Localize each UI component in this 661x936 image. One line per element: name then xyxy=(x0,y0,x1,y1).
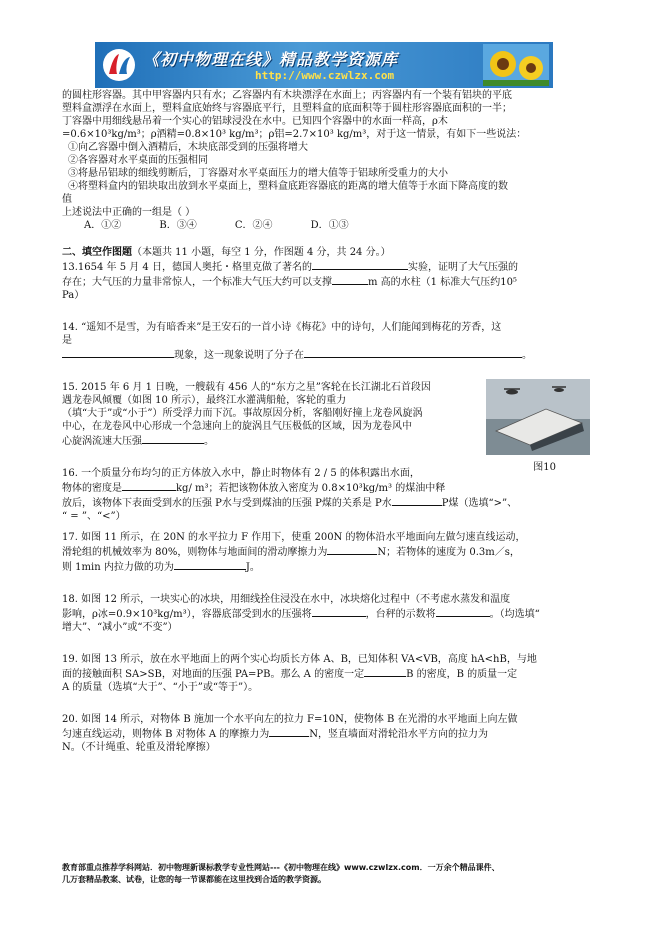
q20-text: N，竖直墙面对滑轮沿水平方向的拉力为 xyxy=(309,729,489,740)
q20-text: 匀速直线运动，则物体 B 对物体 A 的摩擦力为 xyxy=(62,729,270,740)
q13-text: 13.1654 年 5 月 4 日，德国人奥托・格里克做了著名的 xyxy=(62,262,312,273)
text-line: 遇龙卷风倾覆（如图 10 所示），最终江水灌满船舱，客轮的重力 xyxy=(62,395,347,406)
answer-blank[interactable] xyxy=(174,559,246,570)
answer-blank[interactable] xyxy=(392,495,442,506)
answer-blank[interactable] xyxy=(312,606,366,617)
question-19 xyxy=(62,653,584,694)
text-line xyxy=(62,606,584,621)
answer-blank[interactable] xyxy=(327,544,377,555)
question-17 xyxy=(62,531,584,574)
text-line: 的圆柱形容器。其中甲容器内只有水；乙容器内有木块漂浮在水面上；丙容器内有一个装有铝块的平底 xyxy=(62,90,512,101)
banner-title: 《初中物理在线》精品教学资源库 xyxy=(143,50,399,69)
q16-text: 物体的密度是 xyxy=(62,483,122,494)
text-line xyxy=(62,274,584,289)
text-line xyxy=(62,544,584,559)
question-18 xyxy=(62,593,584,634)
answer-blank[interactable] xyxy=(269,726,309,737)
text-line: Pa） xyxy=(62,290,85,301)
text-line xyxy=(62,480,584,495)
text-line: 18. 如图 12 所示，一块实心的冰块，用细线拴住浸没在水中，冰块熔化过程中（不考虑水蒸发和温度 xyxy=(62,594,511,605)
q16-text: kg/ m³；若把该物体放入密度为 0.8×10³kg/m³ 的煤油中释 xyxy=(176,483,446,494)
header-banner xyxy=(95,42,553,88)
section-title: 二、填空作图题 xyxy=(62,247,132,258)
answer-blank[interactable] xyxy=(332,274,368,285)
text-line: ②各容器对水平桌面的压强相同 xyxy=(68,155,208,166)
q13-text: 实验，证明了大气压强的 xyxy=(407,262,518,273)
capsized-ship-photo xyxy=(486,379,590,455)
sunflower-icon xyxy=(483,44,549,86)
question-14 xyxy=(62,321,584,362)
text-line: 是 xyxy=(62,335,72,346)
text-line xyxy=(62,347,584,362)
answer-blank[interactable] xyxy=(304,347,522,358)
q14-text: 现象，这一现象说明了分子在 xyxy=(174,350,304,361)
text-line: 塑料盒漂浮在水面上，塑料盒底始终与容器底平行，且塑料盒的底面积等于圆柱形容器底面积的一半； xyxy=(62,103,512,114)
footer-line: 几万套精品教案、试卷，让您的每一节课都能在这里找到合适的教学资源。 xyxy=(62,875,326,884)
text-line: A 的质量（选填“大于”、“小于”或“等于”）。 xyxy=(62,682,259,693)
text-line: ①向乙容器中倒入酒精后，木块底部受到的压强将增大 xyxy=(68,142,308,153)
text-line: 丁容器中用细线悬吊着一个实心的铝球浸没在水中。已知四个容器中的水面一样高，ρ木 xyxy=(62,116,448,127)
q14-text: 。 xyxy=(522,350,532,361)
answer-options: A．①② B．③④ C．②④ D．①③ xyxy=(84,220,349,231)
q19-text: 面的接触面积 SA>SB，对地面的压强 PA=PB。那么 A 的密度一定 xyxy=(62,669,365,680)
q17-text: 则 1min 内拉力做的功为 xyxy=(62,562,174,573)
text-line xyxy=(62,559,584,574)
text-line xyxy=(62,726,584,741)
text-line: 19. 如图 13 所示，放在水平地面上的两个实心均质长方体 A、B，已知体积 VA<VB，高度 hA<hB，与地 xyxy=(62,654,537,665)
q18-text: 影响，ρ冰=0.9×10³kg/m³），容器底部受到水的压强将 xyxy=(62,609,312,620)
text-line: =0.6×10³kg/m³；ρ酒精=0.8×10³ kg/m³；ρ铝=2.7×10³ kg/m³，对于这一情景，有如下一些说法： xyxy=(62,129,527,140)
text-line: ④将塑料盒内的铝块取出放到水平桌面上，塑料盒底距容器底的距离的增大值等于水面下降高度的数 xyxy=(68,181,508,192)
q17-text: 滑轮组的机械效率为 80%，则物体与地面间的滑动摩擦力为 xyxy=(62,547,328,558)
question-16 xyxy=(62,467,584,523)
text-line xyxy=(62,666,584,681)
q18-text: 。（均选填“ xyxy=(489,609,540,620)
text-line xyxy=(62,259,584,274)
text-line: “ = ”、“<”） xyxy=(62,511,126,522)
text-line: ③将悬吊铝球的细线剪断后，丁容器对水平桌面压力的增大值等于铝球所受重力的大小 xyxy=(68,168,448,179)
text-line: 15. 2015 年 6 月 1 日晚，一艘载有 456 人的“东方之星”客轮在长江湖北石首段因 xyxy=(62,382,431,393)
section-heading xyxy=(62,246,584,259)
text-line: 上述说法中正确的一组是（ ） xyxy=(62,207,196,218)
text-line: 16. 一个质量分布均匀的正方体放入水中，静止时物体有 2 / 5 的体积露出水面， xyxy=(62,468,420,479)
text-line: 值 xyxy=(62,194,72,205)
question-20 xyxy=(62,713,584,754)
answer-blank[interactable] xyxy=(436,606,490,617)
answer-blank[interactable] xyxy=(62,347,174,358)
text-line: 17. 如图 11 所示，在 20N 的水平拉力 F 作用下，使重 200N 的物体沿水平地面向左做匀速直线运动， xyxy=(62,532,526,543)
question-prev xyxy=(62,89,584,232)
q17-text: N；若物体的速度为 0.3m／s， xyxy=(377,547,520,558)
text-line: 20. 如图 14 所示，对物体 B 施加一个水平向左的拉力 F=10N，使物体 B 在光滑的水平地面上向左做 xyxy=(62,714,518,725)
text-line: 中心，在龙卷风中心形成一个急速向上的旋涡且气压极低的区域，因为龙卷风中 xyxy=(62,421,412,432)
footer-line: 教育部重点推荐学科网站．初中物理新课标教学专业性网站---《初中物理在线》www.czwlzx.com．一万余个精品课件、 xyxy=(62,863,500,872)
exam-content xyxy=(62,89,584,754)
answer-blank[interactable] xyxy=(122,480,176,491)
section-note: （本题共 11 小题，每空 1 分，作图题 4 分，共 24 分。） xyxy=(132,247,391,258)
answer-blank[interactable] xyxy=(312,259,408,270)
question-13 xyxy=(62,259,584,302)
banner-url[interactable]: http://www.czwlzx.com xyxy=(255,69,395,82)
q15-text: 。 xyxy=(204,436,214,447)
answer-blank[interactable] xyxy=(142,433,204,444)
figure-caption: 图10 xyxy=(533,462,556,473)
answer-blank[interactable] xyxy=(364,666,406,677)
text-line: N。（不计绳重、轮重及滑轮摩擦） xyxy=(62,742,216,753)
text-line: 14. “遥知不是雪，为有暗香来”是王安石的一首小诗《梅花》中的诗句，人们能闻到梅花的芳香，这 xyxy=(62,322,502,333)
text-line: 增大”、“减小”或“不变”） xyxy=(62,622,178,633)
q16-text: P煤（选填“>”、 xyxy=(441,498,518,509)
text-line: （填“大于”或“小于”）所受浮力而下沉。事故原因分析，客船刚好撞上龙卷风旋涡 xyxy=(62,408,423,419)
q18-text: ，台秤的示数将 xyxy=(365,609,436,620)
page-footer xyxy=(62,862,602,886)
question-15 xyxy=(62,381,584,473)
q13-text: m 高的水柱（1 标准大气压约10⁵ xyxy=(368,277,517,288)
site-logo-icon xyxy=(101,48,137,82)
q17-text: J。 xyxy=(245,562,260,573)
q13-text: 存在；大气压的力量非常惊人，一个标准大气压大约可以支撑 xyxy=(62,277,332,288)
text-line xyxy=(62,495,584,510)
q19-text: B 的密度，B 的质量一定 xyxy=(406,669,518,680)
text-line xyxy=(62,433,472,448)
q16-text: 放后，该物体下表面受到水的压强 P水与受到煤油的压强 P煤的关系是 P水 xyxy=(62,498,392,509)
q15-text: 心旋涡流速大压强 xyxy=(62,436,142,447)
